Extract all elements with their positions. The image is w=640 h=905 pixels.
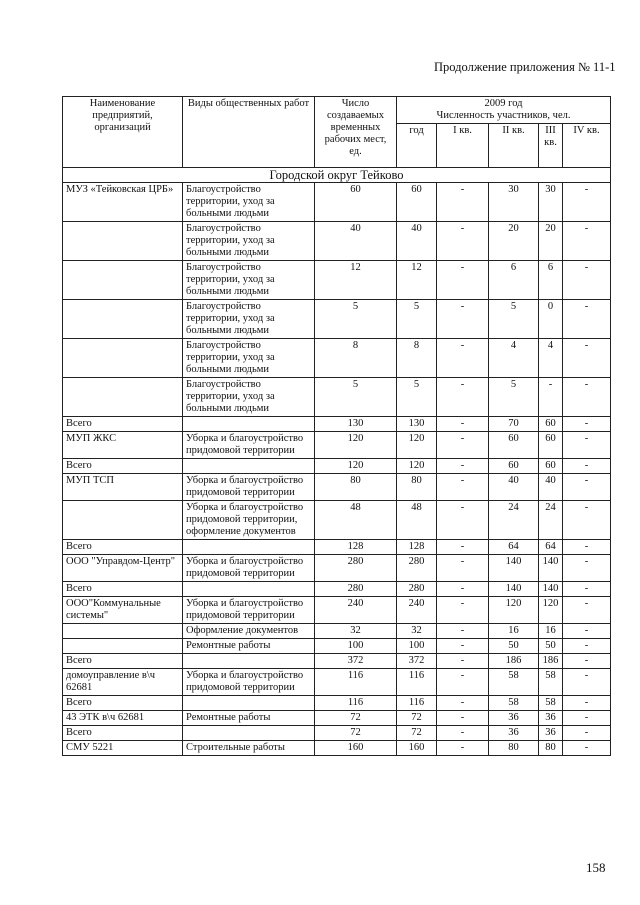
section-title: Городской округ Тейково bbox=[63, 168, 611, 183]
cell-q4: - bbox=[563, 654, 611, 669]
cell-work: Уборка и благоустройство придомовой территории bbox=[183, 555, 315, 582]
table-row bbox=[63, 432, 611, 459]
cell-jobs: 8 bbox=[315, 339, 397, 378]
cell-q4: - bbox=[563, 339, 611, 378]
cell-work: Строительные работы bbox=[183, 741, 315, 756]
cell-q4: - bbox=[563, 183, 611, 222]
cell-q2: 30 bbox=[489, 183, 539, 222]
cell-q1: - bbox=[437, 711, 489, 726]
table-row bbox=[63, 474, 611, 501]
header-q1: I кв. bbox=[437, 124, 489, 168]
cell-org: ООО "Управдом-Центр" bbox=[63, 555, 183, 582]
cell-year: 72 bbox=[397, 711, 437, 726]
cell-jobs: 280 bbox=[315, 555, 397, 582]
cell-q4: - bbox=[563, 378, 611, 417]
cell-q4: - bbox=[563, 741, 611, 756]
cell-jobs: 128 bbox=[315, 540, 397, 555]
table-row bbox=[63, 222, 611, 261]
cell-q1: - bbox=[437, 696, 489, 711]
cell-q1: - bbox=[437, 261, 489, 300]
cell-q1: - bbox=[437, 474, 489, 501]
cell-jobs: 72 bbox=[315, 711, 397, 726]
cell-jobs: 48 bbox=[315, 501, 397, 540]
cell-q1: - bbox=[437, 669, 489, 696]
cell-year: 12 bbox=[397, 261, 437, 300]
cell-org bbox=[63, 339, 183, 378]
cell-q2: 140 bbox=[489, 555, 539, 582]
cell-q3: 140 bbox=[539, 555, 563, 582]
cell-work: Уборка и благоустройство придомовой территории bbox=[183, 597, 315, 624]
cell-org bbox=[63, 501, 183, 540]
cell-org bbox=[63, 300, 183, 339]
table-row bbox=[63, 624, 611, 639]
cell-year: 80 bbox=[397, 474, 437, 501]
cell-work: Ремонтные работы bbox=[183, 711, 315, 726]
cell-q3: 36 bbox=[539, 726, 563, 741]
cell-q3: 40 bbox=[539, 474, 563, 501]
cell-org bbox=[63, 639, 183, 654]
table-row bbox=[63, 459, 611, 474]
page-number: 158 bbox=[586, 860, 606, 875]
table-row bbox=[63, 183, 611, 222]
cell-work bbox=[183, 417, 315, 432]
cell-jobs: 120 bbox=[315, 432, 397, 459]
header-participants: Численность участников, чел. bbox=[397, 110, 611, 124]
cell-q1: - bbox=[437, 501, 489, 540]
header-organization: Наименование предприятий, организаций bbox=[63, 97, 183, 168]
cell-q1: - bbox=[437, 540, 489, 555]
cell-work bbox=[183, 582, 315, 597]
cell-q2: 36 bbox=[489, 711, 539, 726]
cell-q3: 140 bbox=[539, 582, 563, 597]
cell-q2: 64 bbox=[489, 540, 539, 555]
cell-org bbox=[63, 378, 183, 417]
cell-org: Всего bbox=[63, 696, 183, 711]
cell-q1: - bbox=[437, 222, 489, 261]
cell-jobs: 116 bbox=[315, 696, 397, 711]
cell-year: 32 bbox=[397, 624, 437, 639]
cell-q2: 36 bbox=[489, 726, 539, 741]
cell-q4: - bbox=[563, 432, 611, 459]
cell-year: 72 bbox=[397, 726, 437, 741]
cell-q1: - bbox=[437, 741, 489, 756]
cell-work: Благоустройство территории, уход за больными людьми bbox=[183, 222, 315, 261]
cell-year: 372 bbox=[397, 654, 437, 669]
cell-q3: 80 bbox=[539, 741, 563, 756]
cell-q1: - bbox=[437, 597, 489, 624]
table-row bbox=[63, 741, 611, 756]
cell-q4: - bbox=[563, 639, 611, 654]
cell-work: Благоустройство территории, уход за больными людьми bbox=[183, 300, 315, 339]
cell-q4: - bbox=[563, 222, 611, 261]
cell-year: 116 bbox=[397, 669, 437, 696]
cell-year: 280 bbox=[397, 582, 437, 597]
cell-org: 43 ЭТК в\ч 62681 bbox=[63, 711, 183, 726]
cell-q3: 6 bbox=[539, 261, 563, 300]
cell-q4: - bbox=[563, 582, 611, 597]
cell-q4: - bbox=[563, 711, 611, 726]
cell-q2: 186 bbox=[489, 654, 539, 669]
cell-work bbox=[183, 654, 315, 669]
cell-work: Благоустройство территории, уход за больными людьми bbox=[183, 339, 315, 378]
cell-work: Уборка и благоустройство придомовой территории bbox=[183, 474, 315, 501]
table-row bbox=[63, 696, 611, 711]
header-year: год bbox=[397, 124, 437, 168]
cell-q1: - bbox=[437, 417, 489, 432]
appendix-continuation-header: Продолжение приложения № 11-1 bbox=[434, 60, 616, 74]
cell-q1: - bbox=[437, 432, 489, 459]
cell-year: 160 bbox=[397, 741, 437, 756]
cell-q4: - bbox=[563, 540, 611, 555]
cell-org: домоуправление в\ч 62681 bbox=[63, 669, 183, 696]
cell-jobs: 372 bbox=[315, 654, 397, 669]
cell-year: 240 bbox=[397, 597, 437, 624]
cell-q1: - bbox=[437, 183, 489, 222]
cell-q4: - bbox=[563, 417, 611, 432]
cell-q1: - bbox=[437, 624, 489, 639]
cell-org: Всего bbox=[63, 417, 183, 432]
cell-work: Благоустройство территории, уход за больными людьми bbox=[183, 183, 315, 222]
cell-q2: 140 bbox=[489, 582, 539, 597]
cell-year: 5 bbox=[397, 300, 437, 339]
cell-org: Всего bbox=[63, 459, 183, 474]
cell-q4: - bbox=[563, 624, 611, 639]
cell-org: МУП ТСП bbox=[63, 474, 183, 501]
cell-q2: 5 bbox=[489, 300, 539, 339]
cell-org: Всего bbox=[63, 540, 183, 555]
cell-year: 130 bbox=[397, 417, 437, 432]
cell-q3: 24 bbox=[539, 501, 563, 540]
cell-q3: 36 bbox=[539, 711, 563, 726]
cell-q3: 58 bbox=[539, 696, 563, 711]
cell-year: 8 bbox=[397, 339, 437, 378]
table-row bbox=[63, 597, 611, 624]
cell-org: СМУ 5221 bbox=[63, 741, 183, 756]
cell-q2: 20 bbox=[489, 222, 539, 261]
cell-q2: 70 bbox=[489, 417, 539, 432]
cell-q2: 4 bbox=[489, 339, 539, 378]
header-temporary-jobs: Число создаваемых временных рабочих мест, ед. bbox=[315, 97, 397, 168]
cell-q2: 50 bbox=[489, 639, 539, 654]
cell-q3: 60 bbox=[539, 432, 563, 459]
table-row bbox=[63, 669, 611, 696]
header-q2: II кв. bbox=[489, 124, 539, 168]
table-row bbox=[63, 711, 611, 726]
cell-q2: 80 bbox=[489, 741, 539, 756]
cell-work: Оформление документов bbox=[183, 624, 315, 639]
cell-work: Благоустройство территории, уход за больными людьми bbox=[183, 378, 315, 417]
cell-jobs: 32 bbox=[315, 624, 397, 639]
cell-q3: 60 bbox=[539, 417, 563, 432]
cell-q3: 0 bbox=[539, 300, 563, 339]
cell-org: Всего bbox=[63, 654, 183, 669]
cell-q3: 120 bbox=[539, 597, 563, 624]
cell-q4: - bbox=[563, 474, 611, 501]
cell-q3: 60 bbox=[539, 459, 563, 474]
cell-year: 100 bbox=[397, 639, 437, 654]
cell-work: Уборка и благоустройство придомовой территории, оформление документов bbox=[183, 501, 315, 540]
cell-org: МУП ЖКС bbox=[63, 432, 183, 459]
cell-year: 48 bbox=[397, 501, 437, 540]
cell-year: 128 bbox=[397, 540, 437, 555]
cell-q2: 16 bbox=[489, 624, 539, 639]
cell-q1: - bbox=[437, 654, 489, 669]
cell-jobs: 100 bbox=[315, 639, 397, 654]
cell-jobs: 116 bbox=[315, 669, 397, 696]
cell-work: Уборка и благоустройство придомовой территории bbox=[183, 669, 315, 696]
cell-q4: - bbox=[563, 300, 611, 339]
cell-work bbox=[183, 540, 315, 555]
cell-work bbox=[183, 459, 315, 474]
cell-q2: 40 bbox=[489, 474, 539, 501]
cell-q4: - bbox=[563, 459, 611, 474]
cell-org: ООО"Коммунальные системы" bbox=[63, 597, 183, 624]
cell-q1: - bbox=[437, 459, 489, 474]
cell-q4: - bbox=[563, 597, 611, 624]
table-row bbox=[63, 639, 611, 654]
cell-q1: - bbox=[437, 726, 489, 741]
cell-q2: 60 bbox=[489, 432, 539, 459]
cell-q3: 50 bbox=[539, 639, 563, 654]
table-row bbox=[63, 582, 611, 597]
cell-year: 120 bbox=[397, 432, 437, 459]
cell-q3: 186 bbox=[539, 654, 563, 669]
cell-year: 40 bbox=[397, 222, 437, 261]
cell-year: 60 bbox=[397, 183, 437, 222]
cell-org bbox=[63, 222, 183, 261]
table-row bbox=[63, 378, 611, 417]
cell-org: МУЗ «Тейковская ЦРБ» bbox=[63, 183, 183, 222]
cell-jobs: 280 bbox=[315, 582, 397, 597]
cell-q4: - bbox=[563, 501, 611, 540]
cell-q2: 24 bbox=[489, 501, 539, 540]
cell-q3: 16 bbox=[539, 624, 563, 639]
header-year-group: 2009 год bbox=[397, 97, 611, 111]
table-row bbox=[63, 501, 611, 540]
cell-org bbox=[63, 261, 183, 300]
cell-q2: 58 bbox=[489, 696, 539, 711]
cell-jobs: 240 bbox=[315, 597, 397, 624]
cell-work bbox=[183, 696, 315, 711]
cell-year: 280 bbox=[397, 555, 437, 582]
cell-q4: - bbox=[563, 696, 611, 711]
public-works-table bbox=[62, 96, 611, 756]
cell-org bbox=[63, 624, 183, 639]
table-row bbox=[63, 555, 611, 582]
cell-q1: - bbox=[437, 339, 489, 378]
cell-jobs: 72 bbox=[315, 726, 397, 741]
cell-q4: - bbox=[563, 669, 611, 696]
table-row bbox=[63, 261, 611, 300]
cell-q2: 60 bbox=[489, 459, 539, 474]
cell-q4: - bbox=[563, 726, 611, 741]
cell-work: Благоустройство территории, уход за больными людьми bbox=[183, 261, 315, 300]
cell-jobs: 130 bbox=[315, 417, 397, 432]
cell-year: 116 bbox=[397, 696, 437, 711]
cell-org: Всего bbox=[63, 582, 183, 597]
cell-q2: 120 bbox=[489, 597, 539, 624]
table-row bbox=[63, 654, 611, 669]
cell-jobs: 5 bbox=[315, 300, 397, 339]
cell-year: 120 bbox=[397, 459, 437, 474]
table-row bbox=[63, 540, 611, 555]
cell-q3: 64 bbox=[539, 540, 563, 555]
cell-jobs: 40 bbox=[315, 222, 397, 261]
cell-work: Уборка и благоустройство придомовой территории bbox=[183, 432, 315, 459]
cell-q3: 20 bbox=[539, 222, 563, 261]
cell-jobs: 5 bbox=[315, 378, 397, 417]
cell-q3: - bbox=[539, 378, 563, 417]
cell-q1: - bbox=[437, 300, 489, 339]
cell-q1: - bbox=[437, 639, 489, 654]
cell-jobs: 80 bbox=[315, 474, 397, 501]
cell-jobs: 12 bbox=[315, 261, 397, 300]
cell-q1: - bbox=[437, 582, 489, 597]
cell-q1: - bbox=[437, 555, 489, 582]
cell-org: Всего bbox=[63, 726, 183, 741]
cell-q3: 4 bbox=[539, 339, 563, 378]
table-row bbox=[63, 300, 611, 339]
cell-q2: 5 bbox=[489, 378, 539, 417]
cell-work bbox=[183, 726, 315, 741]
cell-work: Ремонтные работы bbox=[183, 639, 315, 654]
header-work-type: Виды общественных работ bbox=[183, 97, 315, 168]
cell-jobs: 160 bbox=[315, 741, 397, 756]
header-q4: IV кв. bbox=[563, 124, 611, 168]
cell-q1: - bbox=[437, 378, 489, 417]
cell-jobs: 60 bbox=[315, 183, 397, 222]
cell-q2: 6 bbox=[489, 261, 539, 300]
table-row bbox=[63, 726, 611, 741]
cell-q3: 30 bbox=[539, 183, 563, 222]
cell-q3: 58 bbox=[539, 669, 563, 696]
table-row bbox=[63, 417, 611, 432]
cell-q4: - bbox=[563, 261, 611, 300]
header-q3: III кв. bbox=[539, 124, 563, 168]
cell-q2: 58 bbox=[489, 669, 539, 696]
cell-q4: - bbox=[563, 555, 611, 582]
table-row bbox=[63, 339, 611, 378]
cell-year: 5 bbox=[397, 378, 437, 417]
cell-jobs: 120 bbox=[315, 459, 397, 474]
